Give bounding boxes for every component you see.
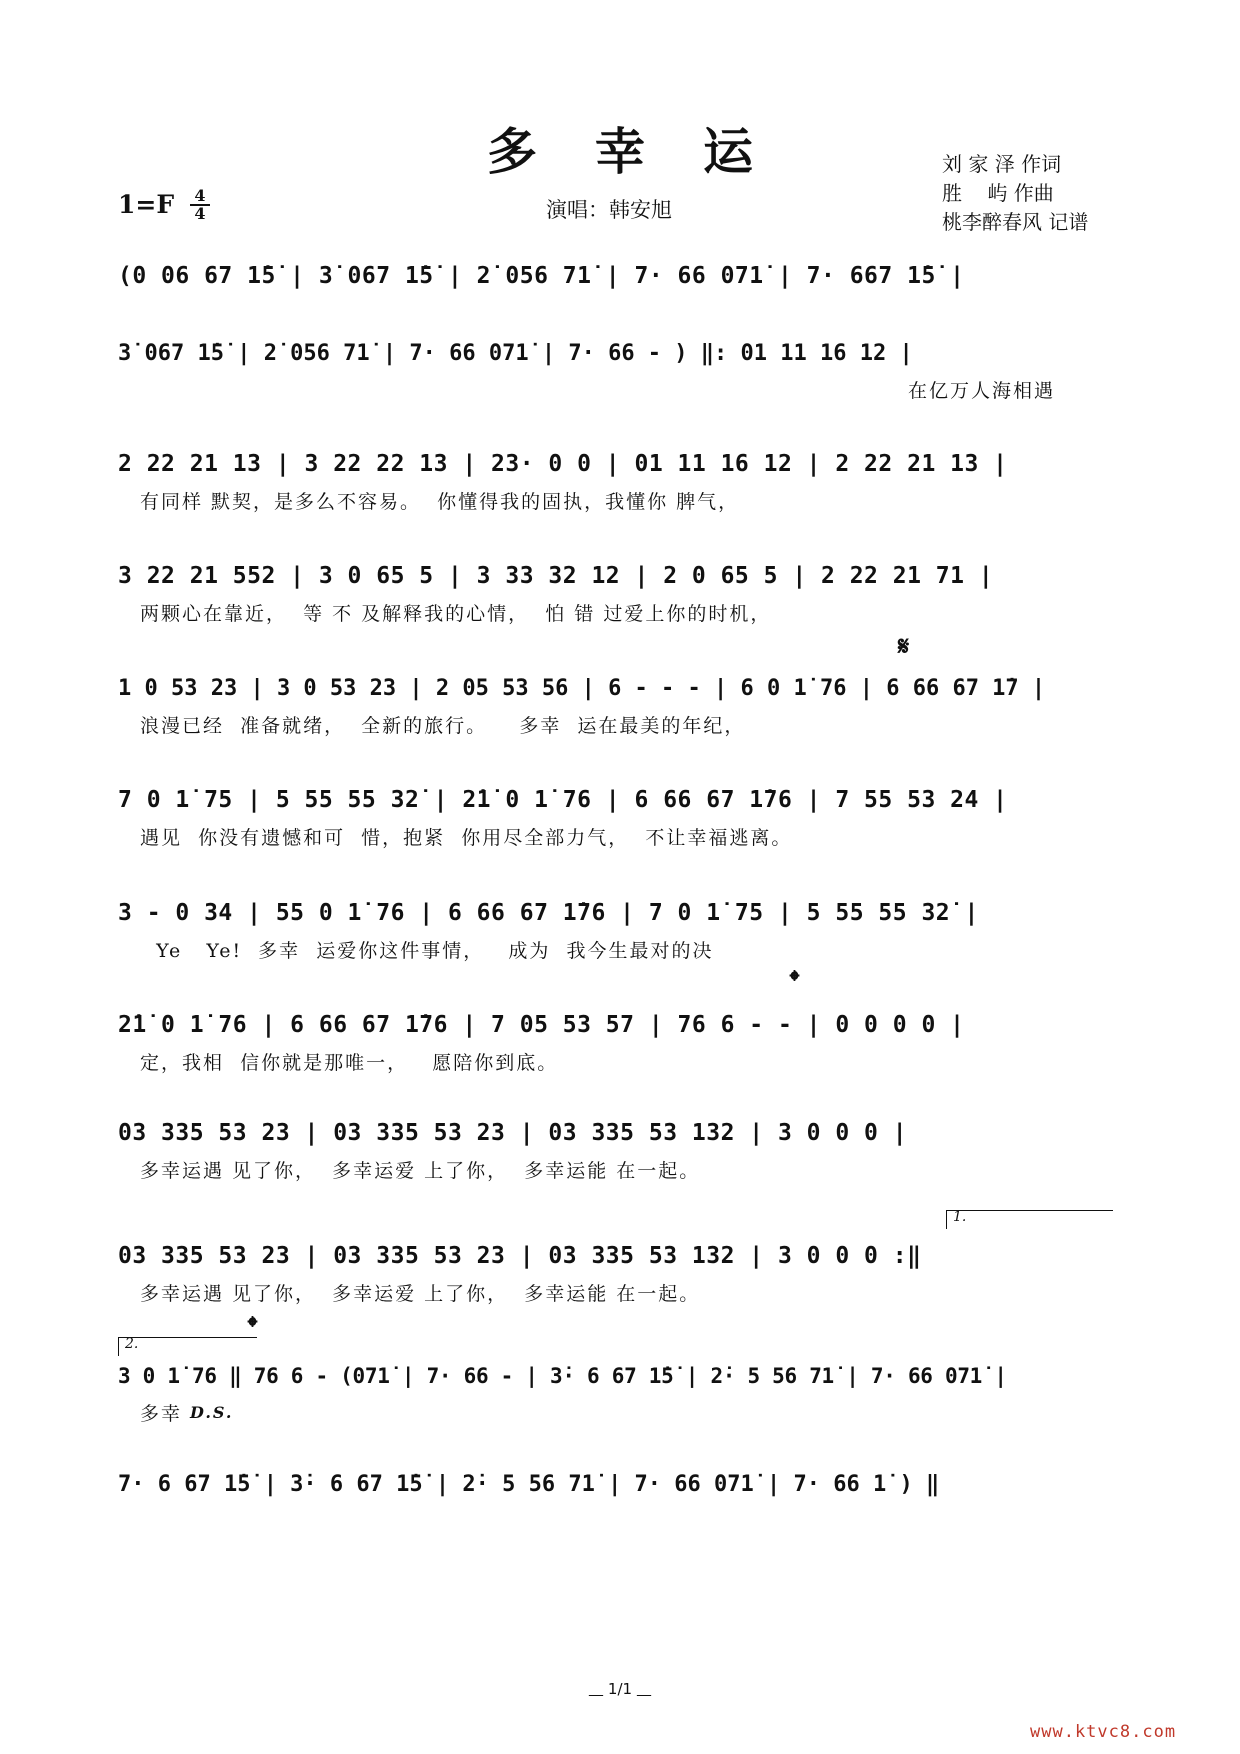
- lyrics-text: 多幸: [140, 1402, 183, 1425]
- second-ending-bracket: [118, 1337, 257, 1356]
- score-line-7: [118, 893, 1120, 965]
- notes-line: 7 0 1̇ 75 | 5 55 55 32̇ | 2̇1̇ 0 1̇ 76 | 6 66 67 1̇76 | 7 55 53 24 |: [118, 787, 1008, 813]
- ds-marking: D.S.: [190, 1402, 234, 1422]
- page-number: [0, 1680, 1240, 1698]
- lyrics-line: Ye Ye! 多幸 运爱你这件事情， 成为 我今生最对的决: [140, 939, 714, 962]
- transcriber-credit: 桃李醉春风 记谱: [942, 210, 1089, 234]
- composer-credit: 胜 屿 作曲: [942, 181, 1054, 205]
- segno-sign: 𝄋: [898, 632, 910, 662]
- score-line-12: [118, 1464, 1120, 1504]
- lyrics-line: 浪漫已经 准备就绪， 全新的旅行。 多幸 运在最美的年纪，: [140, 714, 746, 737]
- lyrics-line: 在亿万人海相遇: [908, 379, 1056, 402]
- time-denominator: 4: [190, 204, 210, 222]
- page-number-text: 1/1: [607, 1680, 633, 1698]
- coda-sign: 𝄌: [790, 966, 799, 996]
- key-signature: 1=F: [118, 190, 175, 219]
- notes-line: 7· 6 67 1̇5̇ | 3̇· 6 67 1̇5̇ | 2̇· 5 56 71̇ | 7· 66 071̇ | 7· 66 1̇ ) ‖: [118, 1471, 940, 1497]
- second-ending-label: 2.: [125, 1336, 139, 1352]
- score-line-4: [118, 556, 1120, 628]
- score-line-9: [118, 1113, 1120, 1185]
- site-watermark: www.ktvc8.com: [1030, 1722, 1177, 1742]
- score-line-2: [118, 333, 1120, 405]
- score-line-3: [118, 444, 1120, 516]
- notes-line: 3 0 1̇ 76 ‖ 76 6 - (071̇ | 7· 66 - | 3̇· 6 67 1̇5̇ | 2̇· 5 56 71̇ | 7· 66 071̇ |: [118, 1364, 1007, 1388]
- lyrics-line: 多幸运遇 见了你， 多幸运爱 上了你， 多幸运能 在一起。: [140, 1159, 701, 1182]
- notes-line: 3̇ 067 1̇5̇ | 2̇ 056 71̇ | 7· 66 071̇ | 7· 66 - ) ‖: 01 11 16 12 |: [118, 340, 913, 366]
- score-line-10: [118, 1236, 1120, 1308]
- score-line-6: [118, 780, 1120, 852]
- lyrics-line: [118, 1396, 1120, 1428]
- first-ending-label: 1.: [953, 1209, 967, 1225]
- song-title: 多幸运: [487, 122, 811, 181]
- score-line-5: [118, 668, 1120, 740]
- score-line-8: [118, 1005, 1120, 1077]
- singer-credit: 演唱：韩安旭: [546, 198, 672, 222]
- time-numerator: 4: [194, 186, 206, 205]
- notes-line: 2 22 21 13 | 3 22 22 13 | 23· 0 0 | 01 11 16 12 | 2 22 21 13 |: [118, 451, 1008, 477]
- lyrics-line: 多幸运遇 见了你， 多幸运爱 上了你， 多幸运能 在一起。: [140, 1282, 701, 1305]
- time-signature: [190, 188, 210, 222]
- credits: [942, 150, 1088, 237]
- notes-line: 03 335 53 23 | 03 335 53 23 | 03 335 53 132 | 3 0 0 0 :‖: [118, 1243, 922, 1269]
- notes-line: 1 0 53 23 | 3 0 53 23 | 2 05 53 56 | 6 - - - | 6 0 1̇ 76 | 6 66 67 1̇7 |: [118, 675, 1046, 701]
- lyrics-line: 定，我相 信你就是那唯一， 愿陪你到底。: [140, 1051, 559, 1074]
- lyrics-line: 遇见 你没有遗憾和可 惜，抱紧 你用尽全部力气， 不让幸福逃离。: [140, 826, 793, 849]
- notes-line: (0 06 67 1̇5̇ | 3̇ 067 1̇5̇ | 2̇ 056 71̇ | 7· 66 071̇ | 7· 667 1̇5̇ |: [118, 263, 965, 289]
- notes-line: 03 335 53 23 | 03 335 53 23 | 03 335 53 132 | 3 0 0 0 |: [118, 1120, 908, 1146]
- coda-sign-2: 𝄌: [248, 1312, 257, 1342]
- score-line-11: [118, 1356, 1120, 1428]
- notes-line: 2̇1̇ 0 1̇ 76 | 6 66 67 1̇76 | 7 05 53 57 | 76 6 - - | 0 0 0 0 |: [118, 1012, 965, 1038]
- lyrics-line: 有同样 默契，是多么不容易。 你懂得我的固执，我懂你 脾气，: [140, 490, 740, 513]
- notes-line: 3 - 0 34 | 55 0 1̇ 76 | 6 66 67 1̇76 | 7 0 1̇ 75 | 5 55 55 32̇ |: [118, 900, 979, 926]
- score-line-1: [118, 256, 1120, 296]
- notes-line: 3 22 21 552 | 3 0 65 5 | 3 33 32 12 | 2 0 65 5 | 2 22 21 71 |: [118, 563, 994, 589]
- lyricist-credit: 刘 家 泽 作词: [942, 152, 1062, 176]
- lyrics-line: 两颗心在靠近， 等 不 及解释我的心情， 怕 错 过爱上你的时机，: [140, 602, 772, 625]
- first-ending-bracket: [946, 1210, 1113, 1229]
